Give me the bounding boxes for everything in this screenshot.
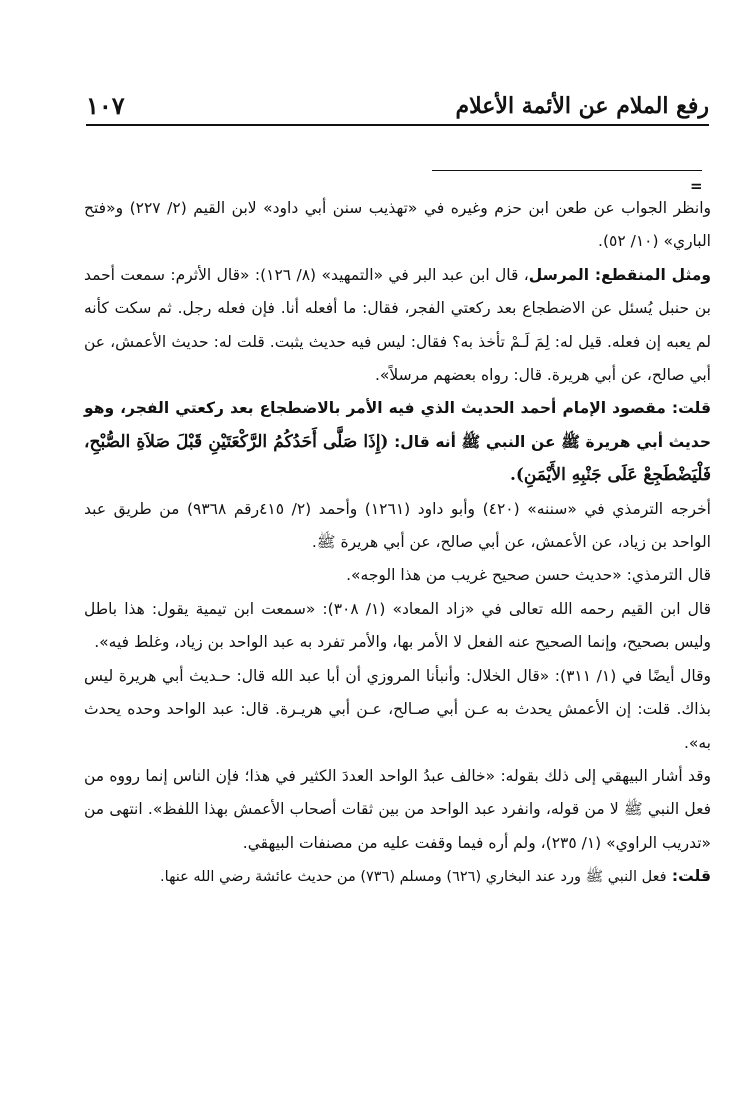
paragraph bbox=[84, 559, 711, 592]
footnote-continuation-mark: = bbox=[690, 177, 703, 195]
footnote-body bbox=[84, 192, 711, 895]
book-title: رفع الملام عن الأئمة الأعلام bbox=[455, 93, 709, 119]
paragraph bbox=[84, 760, 711, 860]
text-run: قال الترمذي: «حديث حسن صحيح غريب من هذا الوجه». bbox=[346, 566, 711, 585]
hadith-text: (إِذَا صَلَّى أَحَدُكُمُ الرَّكْعَتَيْنِ قَبْلَ صَلاَةِ الصُّبْحِ، فَلْيَضْطَجِعْ عَلَى جَنْبِهِ الأَيْمَنِ). bbox=[84, 431, 711, 486]
paragraph bbox=[84, 259, 711, 393]
text-run: وقال أيضًا في (١/ ٣١١): «قال الخلال: وأنبأنا المروزي أن أبا عبد الله قال: حـديث أبي هريرة ليس بذاك. قلت: إن الأعمش يحدث به عـن أبي صـالح، عـن أبي هريـرة. قال: عبد الواحد وحده يحدث به». bbox=[84, 666, 711, 752]
paragraph bbox=[84, 660, 711, 760]
page-number: ١٠٧ bbox=[86, 91, 125, 120]
paragraph bbox=[84, 392, 711, 492]
paragraph bbox=[84, 860, 711, 894]
header-rule bbox=[86, 124, 709, 126]
footnote-separator bbox=[432, 170, 702, 171]
text-run: أخرجه الترمذي في «سننه» (٤٢٠) وأبو داود (١٢٦١) وأحمد (٢/ ٤١٥رقم ٩٣٦٨) من طريق عبد الواحد بن زياد، عن الأعمش، عن أبي صالح، عن أبي هريرة ﷺ. bbox=[84, 499, 711, 552]
text-run: ، قال ابن عبد البر في «التمهيد» (٨/ ١٢٦): «قال الأثرم: سمعت أحمد بن حنبل يُسئل عن الاضطجاع بعد ركعتي الفجر، فقال: ما أفعله أنا. فإن فعله رجل. ثم سكت كأنه لم يعبه إن فعله. قيل له: لِمَ لَـمْ تأخذ به؟ فقال: ليس فيه حديث يثبت. قلت له: حديث الأعمش، عن أبي صالح، عن أبي هريرة. قال: رواه بعضهم مرسلاً». bbox=[84, 265, 711, 385]
text-run-bold: قلت: bbox=[666, 867, 711, 886]
text-run: وانظر الجواب عن طعن ابن حزم وغيره في «تهذيب سنن أبي داود» لابن القيم (٢/ ٢٢٧) و«فتح الباري» (١٠/ ٥٢). bbox=[84, 199, 711, 251]
paragraph bbox=[84, 192, 711, 259]
paragraph bbox=[84, 493, 711, 560]
text-run: فعل النبي ﷺ ورد عند البخاري (٦٢٦) ومسلم (٧٣٦) من حديث عائشة رضي الله عنها. bbox=[160, 869, 667, 886]
text-run: وقد أشار البيهقي إلى ذلك بقوله: «خالف عبدُ الواحد العددَ الكثير في هذا؛ فإن الناس إنما رووه من فعل النبي ﷺ لا من قوله، وانفرد عبد الواحد من بين ثقات أصحاب الأعمش بهذا اللفظ». انتهى من «تدريب الراوي» (١/ ٢٣٥)، ولم أره فيما وقفت عليه من مصنفات البيهقي. bbox=[84, 766, 711, 852]
text-run-bold: ومثل المنقطع: المرسل bbox=[528, 265, 712, 284]
text-run-bold: قلت: مقصود الإمام أحمد الحديث الذي فيه الأمر بالاضطجاع بعد ركعتي الفجر، وهو حديث أبي هريرة ﷺ عن النبي ﷺ أنه قال: bbox=[84, 399, 712, 451]
text-run: قال ابن القيم رحمه الله تعالى في «زاد المعاد» (١/ ٣٠٨): «سمعت ابن تيمية يقول: هذا باطل وليس بصحيح، وإنما الصحيح عنه الفعل لا الأمر بها، والأمر تفرد به عبد الواحد بن زياد، وغلط فيه». bbox=[84, 599, 711, 652]
paragraph bbox=[84, 593, 711, 660]
running-header bbox=[86, 84, 709, 120]
